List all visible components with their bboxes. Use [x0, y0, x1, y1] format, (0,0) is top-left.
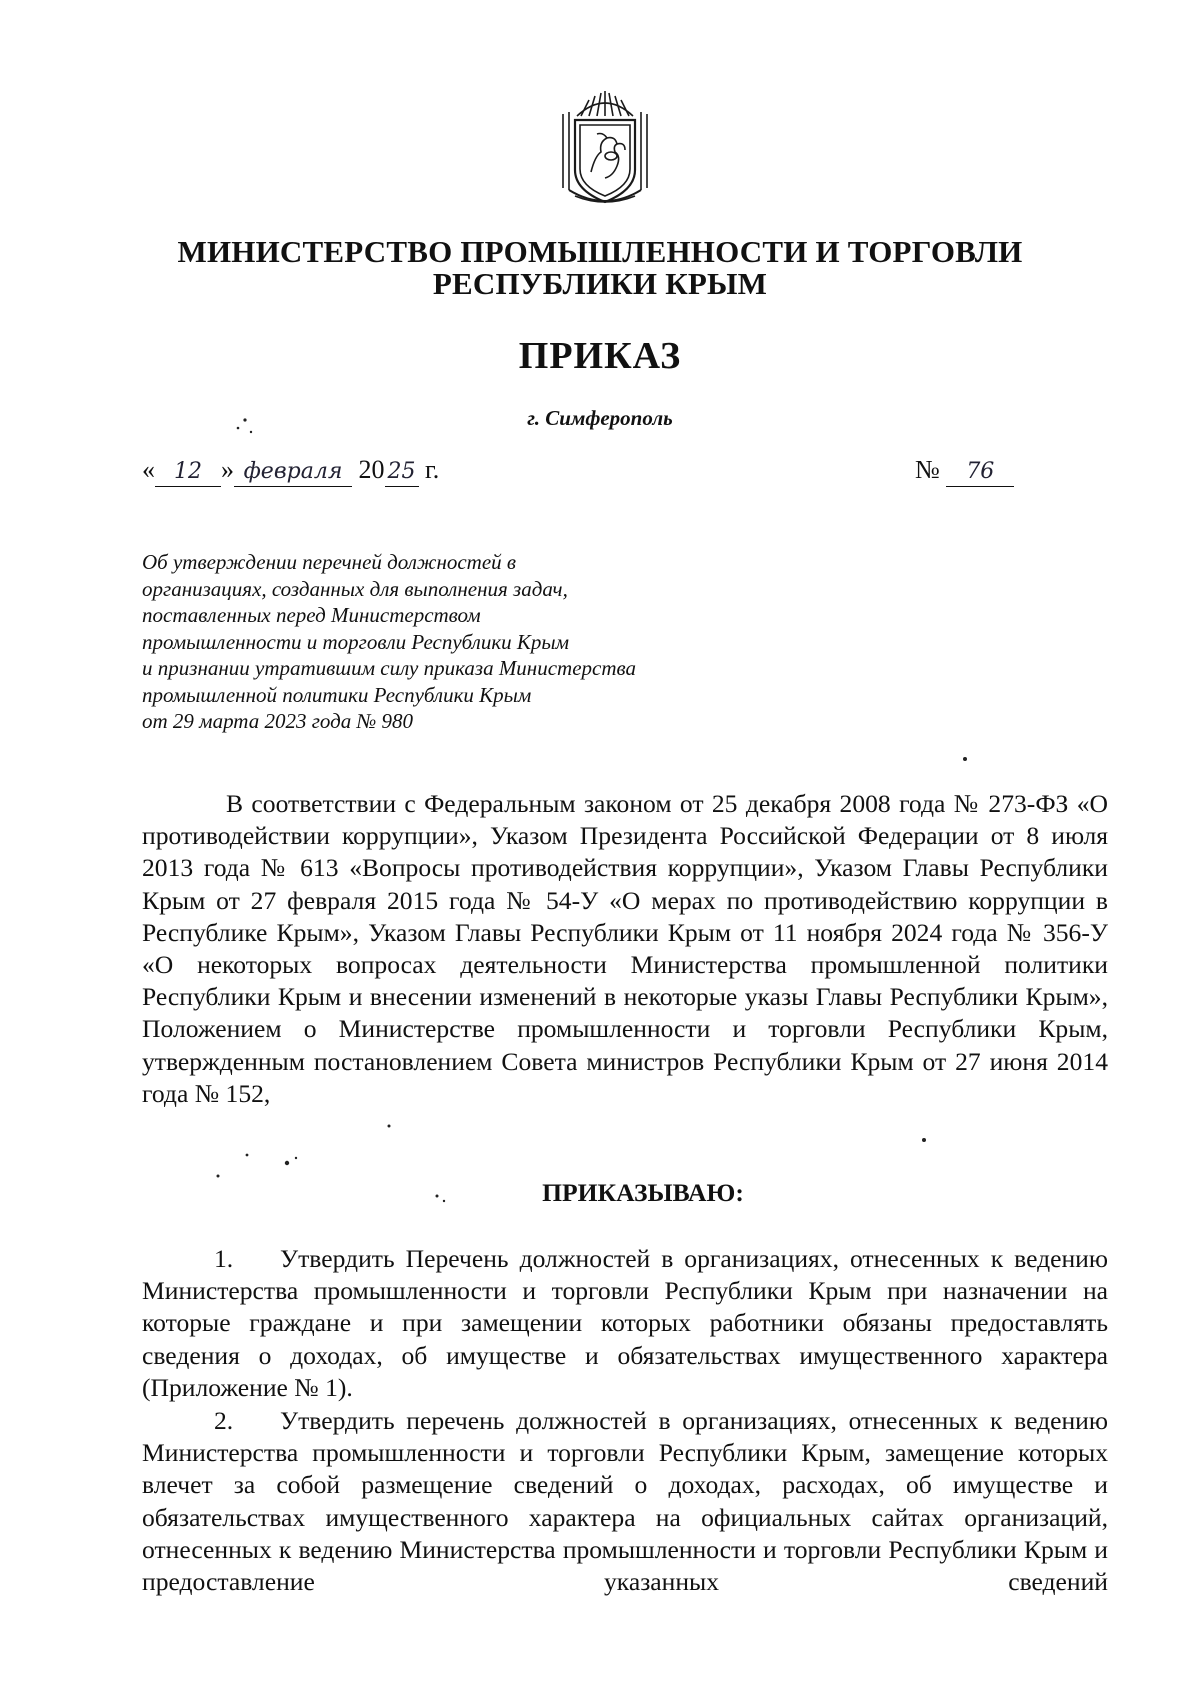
order-date	[142, 455, 439, 487]
subject-line: промышленности и торговли Республики Крым	[142, 629, 569, 654]
subject-line: и признании утратившим силу приказа Министерства	[142, 656, 636, 680]
subject-line: от 29 марта 2023 года № 980	[142, 709, 414, 733]
subject-line: промышленной политики Республики Крым	[142, 682, 532, 707]
subject-line: поставленных перед Министерством	[142, 603, 481, 627]
item-text: Утвердить Перечень должностей в организациях, отнесенных к ведению Министерства промышленности и торговли Республики Крым при назначении на которые граждане и при замещении которых работники обязаны предоставлять сведения о доходах, об имуществе и обязательствах имущественного характера (Приложение № 1).	[142, 1244, 1108, 1402]
city-name: г. Симферополь	[527, 406, 673, 430]
order-item	[142, 1243, 1108, 1404]
order-item	[142, 1405, 1108, 1598]
item-number: 2.	[214, 1406, 234, 1435]
order-subject	[142, 549, 782, 735]
date-day: 12	[155, 458, 221, 487]
order-word: ПРИКАЗЫВАЮ:	[542, 1178, 744, 1207]
number-value: 76	[946, 458, 1014, 487]
coat-of-arms-emblem	[555, 86, 655, 212]
date-year-suffix: 25	[385, 458, 419, 487]
number-sign: №	[915, 455, 940, 484]
subject-line: Об утверждении перечней должностей в	[142, 550, 517, 574]
date-year-prefix: 20	[358, 455, 385, 484]
document-type-title: ПРИКАЗ	[518, 335, 682, 377]
date-close-quote: »	[221, 455, 234, 484]
date-open-quote: «	[142, 455, 155, 484]
date-month: февраля	[234, 458, 352, 487]
ministry-name-line1: МИНИСТЕРСТВО ПРОМЫШЛЕННОСТИ И ТОРГОВЛИ	[177, 234, 1023, 269]
item-number: 1.	[214, 1244, 234, 1273]
order-number	[915, 455, 1014, 487]
ministry-name-line2: РЕСПУБЛИКИ КРЫМ	[432, 266, 768, 301]
item-text: Утвердить перечень должностей в организациях, отнесенных к ведению Министерства промышленности и торговли Республики Крым, замещение которых влечет за собой размещение сведений о доходах, расходах, об имуществе и обязательствах имущественного характера на официальных сайтах организаций, отнесенных к ведению Министерства промышленности и торговли Республики Крым и предоставление указанных сведений	[142, 1406, 1108, 1597]
date-year-unit: г.	[425, 455, 440, 484]
subject-line: организациях, созданных для выполнения задач,	[142, 576, 568, 601]
preamble-paragraph: В соответствии с Федеральным законом от 25 декабря 2008 года № 273-ФЗ «О противодействии коррупции», Указом Президента Российской Федерации от 8 июля 2013 года № 613 «Вопросы противодействия коррупции», Указом Главы Республики Крым от 27 февраля 2015 года № 54-У «О мерах по противодействию коррупции в Республике Крым», Указом Главы Республики Крым от 11 ноября 2024 года № 356-У «О некоторых вопросах деятельности Министерства промышленной политики Республики Крым и внесении изменений в некоторые указы Главы Республики Крым», Положением о Министерстве промышленности и торговли Республики Крым, утвержденным постановлением Совета министров Республики Крым от 27 июня 2014 года № 152,	[142, 789, 1108, 1108]
